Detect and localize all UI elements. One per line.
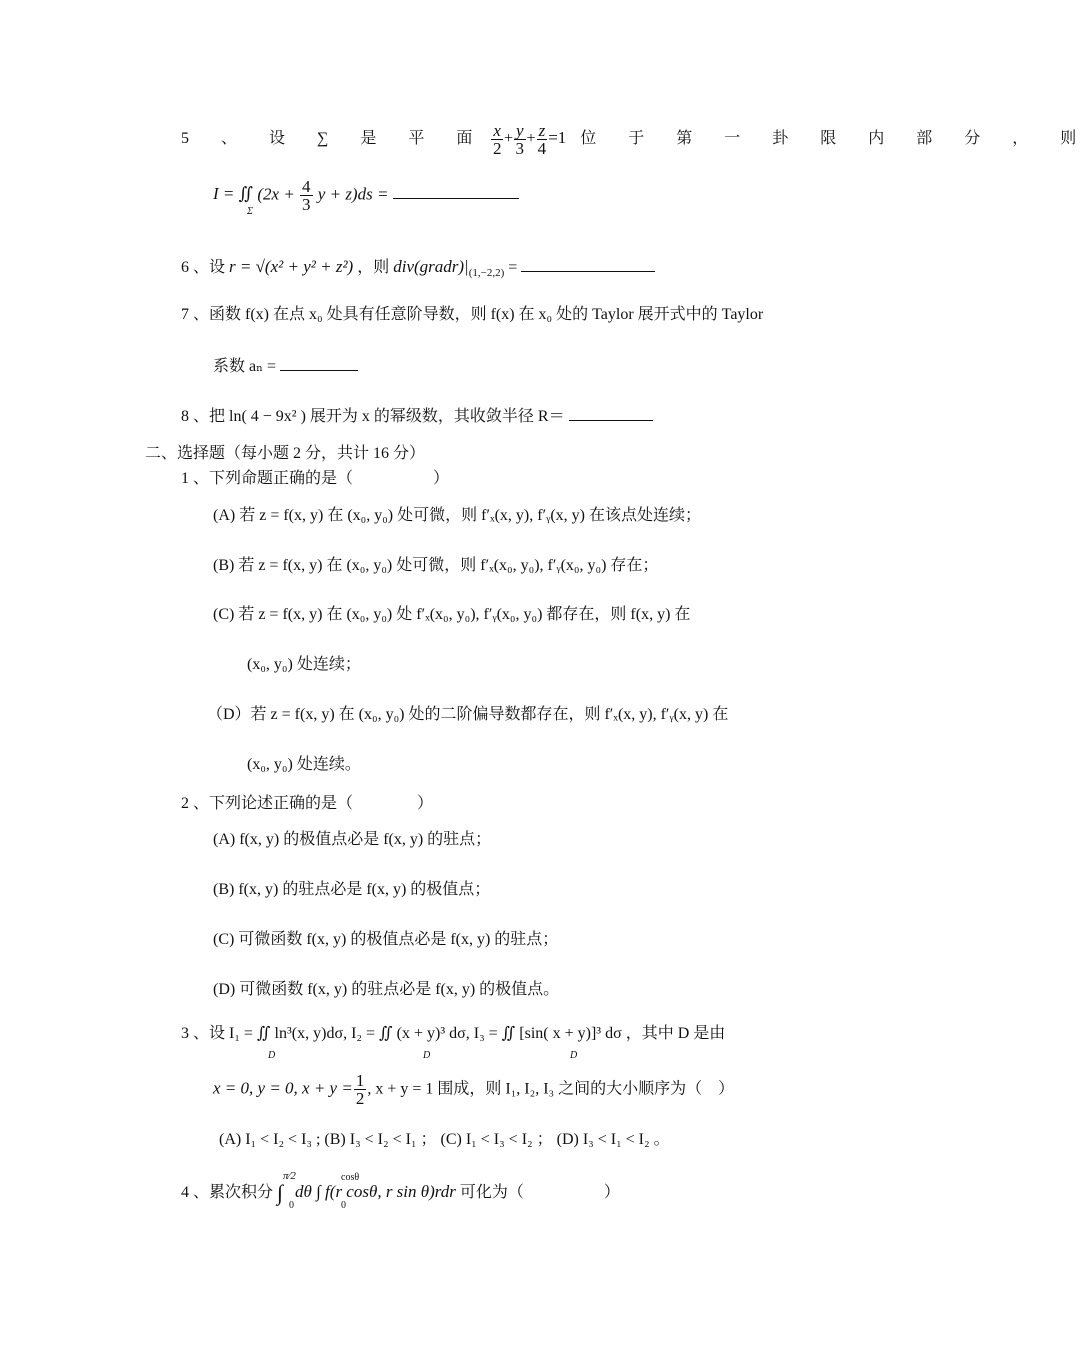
q6-formula: r = √(x² + y² + z²) (229, 257, 354, 276)
q5-frac-z4: $\frac{z}{4}$ (537, 121, 547, 158)
s2q4-integrand: dθ ∫ f(r cosθ, r sin θ)rdr (295, 1181, 456, 1201)
s2q1-option-c-line2: (x₀, y₀) 处连续； (247, 656, 361, 673)
s2q4-line (181, 1170, 620, 1211)
s2q2-option-b[interactable]: (B) f(x, y) 的驻点必是 f(x, y) 的极值点； (213, 881, 491, 898)
q6-point: (1,−2,2) (468, 267, 505, 280)
s2q4-lower1: 0 (289, 1200, 294, 1211)
s2q3-sub-d-1: D (268, 1050, 276, 1061)
q7-answer-blank[interactable] (280, 356, 358, 371)
s2q4-upper1: π⁄2 (283, 1170, 296, 1182)
q6-formula2: div(gradr)| (393, 257, 469, 276)
q5-answer-blank[interactable] (393, 184, 519, 199)
s2q3-sub-d-3: D (570, 1050, 578, 1061)
q5-integral-close: y + z)ds = (317, 184, 389, 204)
s2q1-stem: 1 、下列命题正确的是（ ） (181, 470, 450, 487)
q5-integral-open: (2x + (257, 184, 295, 204)
s2q4-pre: 4 、累次积分 (181, 1183, 274, 1201)
q5-frac-x2: $\frac{x}{2}$ (492, 121, 502, 158)
s2q1-option-d-line2: (x₀, y₀) 处连续。 (247, 756, 361, 773)
s2q3-region-pre: x = 0, y = 0, x + y = (213, 1078, 353, 1098)
s2q3-line2 (213, 1072, 734, 1107)
s2q1-option-b[interactable]: (B) 若 z = f(x, y) 在 (x₀, y₀) 处可微，则 f′ₓ(x₀, y₀), f′ᵧ(x₀, y₀) 存在； (213, 557, 659, 574)
s2q3-sub-d-2: D (423, 1050, 431, 1061)
q7-line2 (213, 356, 358, 376)
s2q4-post: 可化为（ ） (459, 1183, 620, 1201)
s2q2-option-c[interactable]: (C) 可微函数 f(x, y) 的极值点必是 f(x, y) 的驻点； (213, 931, 559, 948)
s2q4-upper2: cosθ (341, 1172, 360, 1183)
s2q2-stem: 2 、下列论述正确的是（ ） (181, 795, 434, 812)
q7-line1: 7 、函数 f(x) 在点 x₀ 处具有任意阶导数，则 f(x) 在 x₀ 处的 Taylor 展开式中的 Taylor (181, 306, 764, 323)
q6-tail: = (508, 259, 518, 276)
q5-line1: 5 、 设 ∑ 是 平 面 $\frac{x}{2}$ + $\frac{y}{3}$ + $\frac{z}{4}$ =1 位 于 第 一 卦 限 内 部 分 ， 则 (181, 121, 1090, 158)
q6-answer-blank[interactable] (521, 257, 655, 272)
s2q3-frac-half: $\frac{1}{2}$ (355, 1071, 365, 1108)
s2q1-option-c-line1[interactable]: (C) 若 z = f(x, y) 在 (x₀, y₀) 处 f′ₓ(x₀, y₀), f′ᵧ(x₀, y₀) 都存在，则 f(x, y) 在 (213, 606, 691, 623)
q8-line (181, 406, 653, 426)
section2-heading: 二、选择题（每小题 2 分，共计 16 分） (145, 445, 426, 462)
q8-answer-blank[interactable] (569, 406, 653, 421)
s2q2-option-d[interactable]: (D) 可微函数 f(x, y) 的驻点必是 f(x, y) 的极值点。 (213, 981, 560, 998)
s2q3-line1: 3 、设 I₁ = ∬ ln³(x, y)dσ, I₂ = ∬ (x + y)³ dσ, I₃ = ∬ [sin( x + y)]³ dσ ，其中 D 是由 (181, 1025, 726, 1042)
q5-frac-y3: $\frac{y}{3}$ (515, 121, 525, 158)
s2q3-options[interactable]: (A) I₁ < I₂ < I₃ ; (B) I₃ < I₂ < I₁ ； (C) I₁ < I₃ < I₂ ； (D) I₃ < I₁ < I₂ 。 (219, 1131, 670, 1148)
s2q1-option-a[interactable]: (A) 若 z = f(x, y) 在 (x₀, y₀) 处可微，则 f′ₓ(x, y), f′ᵧ(x, y) 在该点处连续； (213, 507, 701, 524)
s2q3-region-post: , x + y = 1 围成，则 I₁, I₂, I₃ 之间的大小顺序为（ ） (367, 1080, 735, 1098)
q5-integral-lhs: I = ∬ Σ (213, 184, 254, 218)
s2q1-option-d-line1[interactable]: （D）若 z = f(x, y) 在 (x₀, y₀) 处的二阶偏导数都存在，则 f′ₓ(x, y), f′ᵧ(x, y) 在 (207, 706, 729, 723)
q5-eq-tail: =1 (548, 128, 567, 148)
q7-coef-label: 系数 aₙ = (213, 358, 277, 375)
q8-text: 8 、把 ln( 4 − 9x² ) 展开为 x 的幂级数，其收敛半径 R＝ (181, 408, 565, 425)
q5-frac-43: $\frac{4}{3}$ (302, 177, 311, 214)
q5-lead: 5 、 设 ∑ 是 平 面 (181, 130, 487, 148)
q6-mid: ，则 (357, 259, 390, 276)
q5-line2 (213, 177, 519, 218)
integral-sign-1: ∫ (277, 1180, 284, 1205)
s2q4-lower2: 0 (341, 1200, 346, 1211)
q6-lead: 6 、设 (181, 259, 226, 276)
q5-text-after: 位 于 第 一 卦 限 内 部 分 ， 则 (580, 130, 1090, 148)
q6-line (181, 257, 655, 280)
s2q2-option-a[interactable]: (A) f(x, y) 的极值点必是 f(x, y) 的驻点； (213, 831, 492, 848)
